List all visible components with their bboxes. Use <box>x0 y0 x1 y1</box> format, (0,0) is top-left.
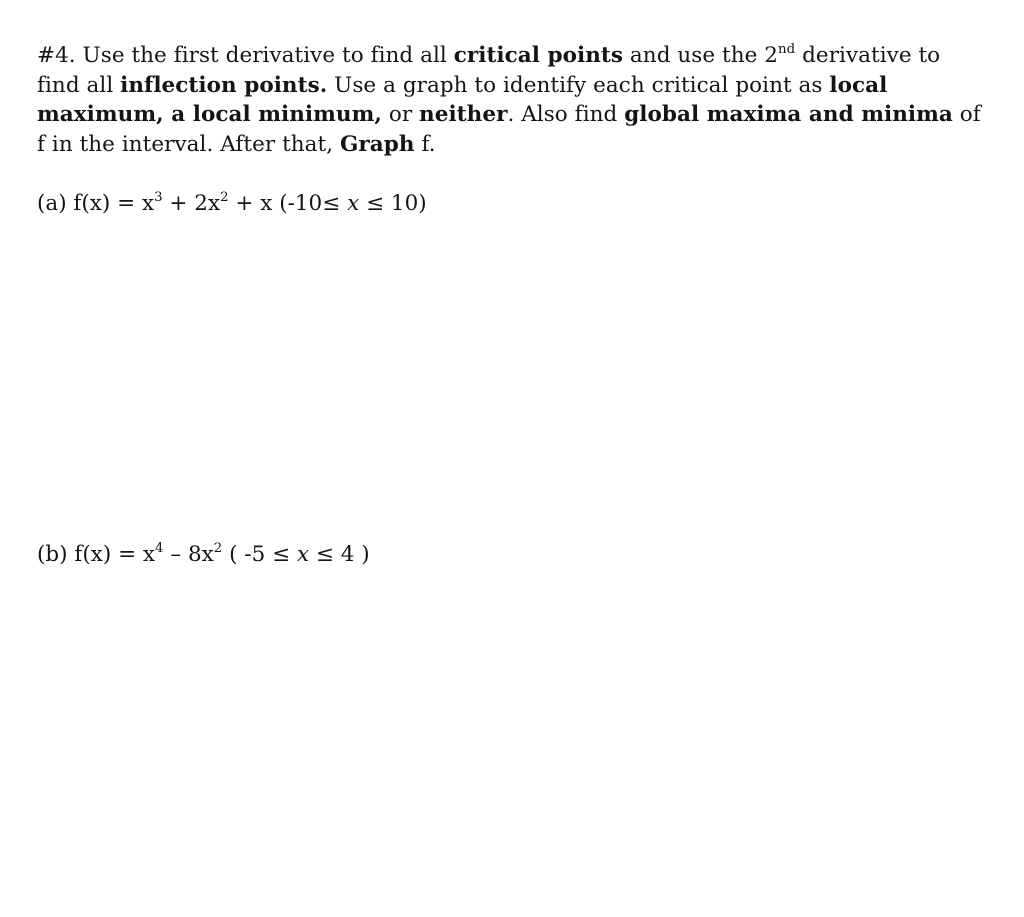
text-run: f. <box>414 131 436 157</box>
problem-line <box>37 130 967 160</box>
bold-term: neither <box>419 102 508 127</box>
term: – 8x <box>163 542 214 567</box>
term: + 2x <box>162 191 221 216</box>
bold-term: global maxima and minima <box>624 102 953 127</box>
bold-term: inflection points. <box>120 72 328 98</box>
part-a-function <box>37 189 427 218</box>
exponent: 2 <box>213 541 223 557</box>
interval-open: + x (-10≤ <box>228 191 348 216</box>
problem-statement <box>37 41 981 159</box>
text-run: and use the 2 <box>623 43 779 68</box>
variable-x: x <box>296 542 310 567</box>
variable-x: x <box>347 191 360 216</box>
part-b-function <box>37 540 370 569</box>
problem-line <box>37 71 967 101</box>
exponent: 3 <box>154 190 163 206</box>
bold-term: critical points <box>453 43 624 68</box>
interval-open: ( -5 ≤ <box>222 542 297 567</box>
bold-term: local <box>829 72 888 98</box>
part-b-label: (b) f(x) = x <box>37 542 156 567</box>
ordinal-suffix: nd <box>778 42 796 58</box>
text-run: f in the interval. After that, <box>37 131 341 157</box>
text-run: derivative to <box>795 43 941 68</box>
text-run: Use a graph to identify each critical point as <box>327 72 830 98</box>
problem-line <box>37 100 981 130</box>
exponent: 2 <box>220 190 229 206</box>
text-run: find all <box>37 72 121 98</box>
text-run: . Also find <box>507 102 625 127</box>
text-run: #4. Use the first derivative to find all <box>37 43 454 68</box>
part-a-label: (a) f(x) = x <box>37 191 155 216</box>
exponent: 4 <box>155 541 164 557</box>
text-run: or <box>381 102 420 127</box>
bold-term: maximum, a local minimum, <box>37 102 382 127</box>
bold-term: Graph <box>340 131 415 157</box>
interval-close: ≤ 10) <box>359 191 427 216</box>
text-run: of <box>952 102 981 127</box>
interval-close: ≤ 4 ) <box>309 542 370 567</box>
problem-line <box>37 41 967 71</box>
